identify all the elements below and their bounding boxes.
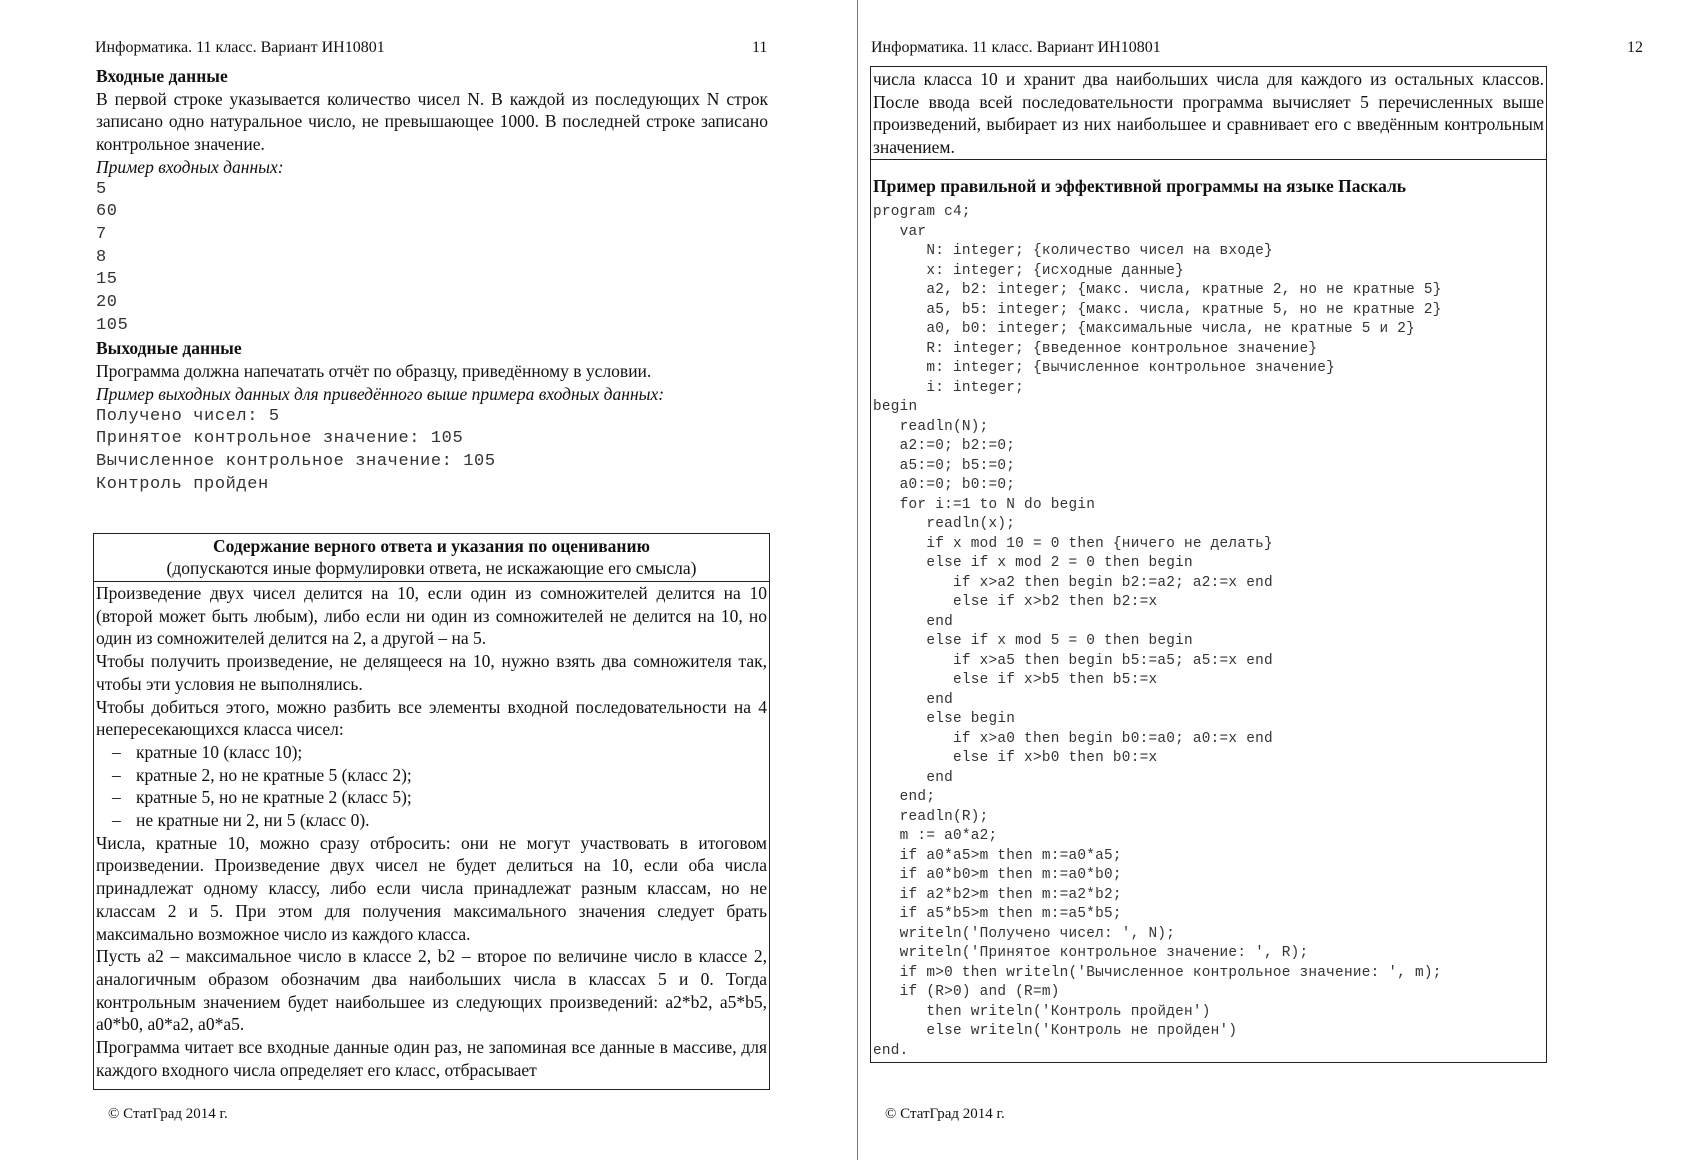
code-line: R: integer; {введенное контрольное значение}	[873, 340, 1318, 357]
output-heading: Выходные данные	[96, 338, 242, 359]
left-page-header: Информатика. 11 класс. Вариант ИН10801	[95, 39, 385, 56]
answer-box	[93, 533, 770, 1090]
code-line: else if x mod 5 = 0 then begin	[873, 633, 1193, 649]
code-line: if x>a5 then begin b5:=a5; a5:=x end	[873, 652, 1273, 669]
answer-paragraph: Чтобы получить произведение, не делящееся на 10, нужно взять два сомножителя так, чтобы эти условия не выполнялись.	[96, 651, 767, 694]
program-heading: Пример правильной и эффективной программы на языке Паскаль	[873, 176, 1407, 196]
input-example-line: 60	[96, 202, 118, 222]
continued-text: числа класса 10 и хранит два наибольших числа для каждого из остальных классов. После ввода всей последовательности программа вычисляет 5 перечисленных выше произведений, выбирает из них наибольшее и сравнивает его с введённым контрольным значением.	[873, 69, 1544, 158]
code-line: if a5*b5>m then m:=a5*b5;	[873, 906, 1122, 922]
code-line: a2:=0; b2:=0;	[873, 438, 1016, 454]
code-line: if a0*a5>m then m:=a0*a5;	[873, 847, 1122, 864]
answer-box-header	[94, 534, 769, 582]
code-line: m: integer; {вычисленное контрольное значение}	[873, 360, 1336, 376]
code-line: writeln('Получено чисел: ', N);	[873, 925, 1176, 942]
output-example	[96, 406, 768, 497]
answer-paragraph: Пусть a2 – максимальное число в классе 2, b2 – второе по величине число в классе 2, аналогичным образом обозначим два наибольших числа в классах 5 и 0. Тогда контрольным значением будет наибольшее из следующих произведений: a2*b2, a5*b5, a0*b0, a0*a2, a0*a5.	[96, 946, 767, 1035]
class-list	[96, 741, 767, 832]
code-listing	[873, 203, 1442, 1061]
code-line: end	[873, 691, 953, 708]
code-line: else if x>b5 then b5:=x	[873, 672, 1158, 688]
code-line: end	[873, 769, 953, 786]
answer-paragraph: Программа читает все входные данные один раз, не запоминая все данные в массиве, для каждого входного числа определяет его класс, отбрасывает	[96, 1037, 767, 1080]
code-line: else if x>b0 then b0:=x	[873, 750, 1158, 766]
code-line: readln(x);	[873, 516, 1016, 532]
list-item	[96, 741, 767, 764]
continued-box-body	[871, 67, 1546, 159]
input-example-line: 7	[96, 224, 107, 244]
code-line: then writeln('Контроль пройден')	[873, 1003, 1211, 1020]
code-line: end.	[873, 1042, 909, 1059]
code-line: if x>a2 then begin b2:=a2; a2:=x end	[873, 574, 1273, 591]
code-line: a5:=0; b5:=0;	[873, 457, 1016, 474]
code-line: if (R>0) and (R=m)	[873, 984, 1060, 1000]
continued-box	[870, 66, 1547, 160]
answer-box-body	[94, 582, 769, 1081]
code-line: else writeln('Контроль не пройден')	[873, 1023, 1238, 1039]
input-example-line: 5	[96, 179, 107, 199]
input-text: В первой строке указывается количество чисел N. В каждой из последующих N строк записано одно натуральное число, не превышающее 1000. В последней строке записано контрольное значение.	[96, 88, 768, 155]
input-example	[96, 179, 768, 338]
code-line: else if x mod 2 = 0 then begin	[873, 555, 1193, 571]
output-example-line: Контроль пройден	[96, 474, 269, 494]
code-line: a2, b2: integer; {макс. числа, кратные 2, но не кратные 5}	[873, 282, 1442, 298]
input-example-label: Пример входных данных:	[96, 156, 284, 177]
code-line: else if x>b2 then b2:=x	[873, 594, 1158, 610]
code-line: a0, b0: integer; {максимальные числа, не кратные 5 и 2}	[873, 321, 1416, 337]
code-line: if m>0 then writeln('Вычисленное контрольное значение: ', m);	[873, 964, 1442, 981]
list-item	[96, 809, 767, 832]
output-example-line: Принятое контрольное значение: 105	[96, 429, 464, 449]
code-line: writeln('Принятое контрольное значение: ', R);	[873, 945, 1309, 961]
code-line: a5, b5: integer; {макс. числа, кратные 5, но не кратные 2}	[873, 301, 1442, 318]
class-item-text: кратные 10 (класс 10);	[136, 741, 303, 762]
code-line: readln(R);	[873, 808, 989, 825]
right-page-number: 12	[1627, 39, 1643, 56]
code-line: program c4;	[873, 204, 971, 220]
code-line: N: integer; {количество чисел на входе}	[873, 243, 1273, 259]
code-line: else begin	[873, 711, 1016, 727]
answer-box-subtitle: (допускаются иные формулировки ответа, не искажающие его смысла)	[166, 558, 697, 578]
right-page-header: Информатика. 11 класс. Вариант ИН10801	[871, 39, 1161, 56]
code-line: for i:=1 to N do begin	[873, 496, 1096, 513]
code-line: x: integer; {исходные данные}	[873, 262, 1185, 279]
code-line: if x>a0 then begin b0:=a0; a0:=x end	[873, 730, 1273, 747]
output-text: Программа должна напечатать отчёт по образцу, приведённому в условии.	[96, 361, 652, 382]
code-line: if x mod 10 = 0 then {ничего не делать}	[873, 535, 1273, 552]
input-example-line: 15	[96, 270, 118, 290]
code-line: i: integer;	[873, 379, 1025, 396]
input-example-line: 20	[96, 293, 118, 313]
right-page-footer: © СтатГрад 2014 г.	[885, 1106, 1005, 1122]
code-line: end	[873, 613, 953, 630]
code-line: end;	[873, 789, 936, 805]
program-box	[870, 160, 1547, 1063]
page-divider	[857, 0, 858, 1160]
answer-paragraph: Числа, кратные 10, можно сразу отбросить: они не могут участвовать в итоговом произведении. Произведение двух чисел не будет делиться на 10, если оба числа принадлежат одному классу, либо если числа принадлежат разным классам, но не классам 2 и 5. При этом для получения максимального значения следует брать максимально возможное число из каждого класса.	[96, 832, 767, 944]
code-line: a0:=0; b0:=0;	[873, 477, 1016, 493]
code-line: if a0*b0>m then m:=a0*b0;	[873, 867, 1122, 883]
code-line: m := a0*a2;	[873, 828, 998, 844]
left-page-number: 11	[752, 39, 768, 56]
output-example-line: Получено чисел: 5	[96, 406, 280, 426]
code-line: begin	[873, 399, 918, 415]
output-example-label: Пример выходных данных для приведённого выше примера входных данных:	[96, 383, 665, 404]
input-example-line: 8	[96, 247, 107, 267]
output-example-line: Вычисленное контрольное значение: 105	[96, 451, 496, 471]
left-page-footer: © СтатГрад 2014 г.	[108, 1106, 228, 1122]
class-item-text: кратные 5, но не кратные 2 (класс 5);	[136, 787, 412, 808]
list-item	[96, 786, 767, 809]
code-line: var	[873, 223, 927, 240]
class-item-text: кратные 2, но не кратные 5 (класс 2);	[136, 764, 412, 785]
left-page-content	[96, 65, 768, 496]
input-example-line: 105	[96, 315, 129, 335]
code-line: readln(N);	[873, 418, 989, 435]
code-line: if a2*b2>m then m:=a2*b2;	[873, 886, 1122, 903]
list-item	[96, 764, 767, 787]
answer-box-title: Содержание верного ответа и указания по оцениванию	[213, 536, 650, 556]
answer-paragraph: Произведение двух чисел делится на 10, если один из сомножителей делится на 10 (второй может быть любым), либо если ни один из сомножителей не делится на 10, но один из сомножителей делится на 2, а другой – на 5.	[96, 583, 767, 649]
class-item-text: не кратные ни 2, ни 5 (класс 0).	[136, 810, 370, 831]
input-heading: Входные данные	[96, 66, 228, 86]
answer-paragraph: Чтобы добиться этого, можно разбить все элементы входной последовательности на 4 непересекающихся класса чисел:	[96, 696, 767, 740]
right-page	[861, 0, 1708, 1160]
